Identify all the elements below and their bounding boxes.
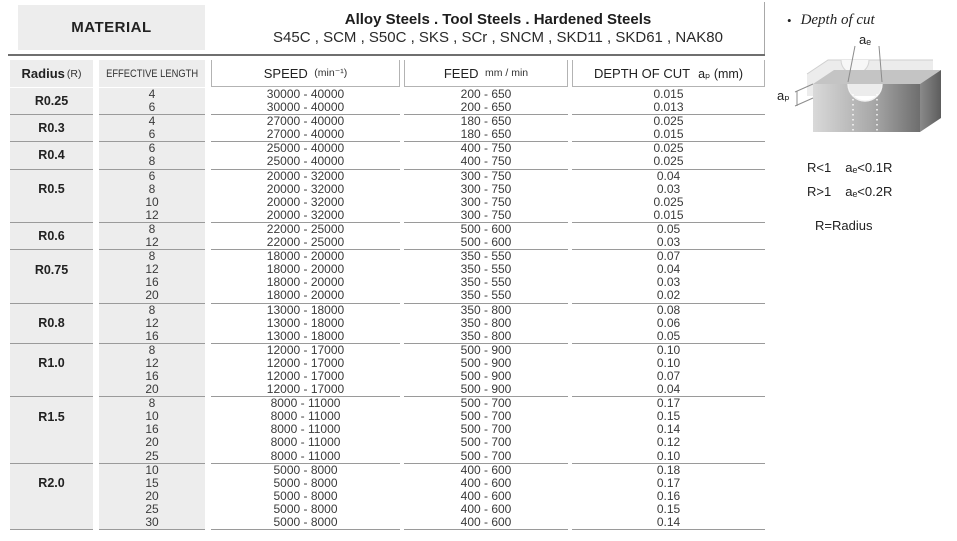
depth-value: 0.02 bbox=[656, 288, 681, 303]
radius-header-label: Radius bbox=[21, 66, 65, 81]
column-header-speed bbox=[211, 60, 400, 87]
depth-header-unit: aₚ (mm) bbox=[698, 66, 743, 81]
feed-value: 350 - 800 bbox=[460, 302, 512, 317]
radius-label: R1.5 bbox=[38, 409, 65, 424]
depth-value: 0.025 bbox=[653, 114, 684, 129]
length-value: 8 bbox=[148, 342, 156, 357]
depth-cell bbox=[572, 142, 765, 169]
table-group bbox=[10, 464, 765, 530]
length-value: 10 bbox=[145, 194, 159, 209]
speed-value: 8000 - 11000 bbox=[270, 422, 341, 437]
depth-value: 0.12 bbox=[656, 435, 681, 450]
speed-header-unit: (min⁻¹) bbox=[314, 67, 348, 79]
feed-value: 400 - 600 bbox=[460, 462, 512, 477]
feed-cell bbox=[404, 464, 568, 530]
length-value: 16 bbox=[145, 275, 159, 290]
depth-value: 0.07 bbox=[656, 249, 681, 264]
length-value: 12 bbox=[145, 315, 159, 330]
length-value: 16 bbox=[145, 368, 159, 383]
note-rule: aₑ<0.1R bbox=[845, 160, 893, 175]
radius-cell bbox=[10, 250, 93, 303]
radius-cell bbox=[10, 397, 93, 463]
feed-value: 200 - 650 bbox=[460, 87, 512, 101]
radius-label: R1.0 bbox=[38, 356, 65, 371]
note-line-r-less-1 bbox=[807, 160, 892, 175]
effective-length-cell bbox=[99, 88, 205, 115]
depth-cell bbox=[572, 344, 765, 397]
feed-value: 500 - 600 bbox=[460, 221, 512, 236]
feed-value: 500 - 700 bbox=[460, 435, 512, 450]
note-condition: R<1 bbox=[807, 160, 832, 175]
depth-value: 0.015 bbox=[653, 127, 684, 142]
effective-length-cell bbox=[99, 464, 205, 530]
speed-value: 13000 - 18000 bbox=[266, 302, 345, 317]
table-group bbox=[10, 88, 765, 115]
feed-value: 180 - 650 bbox=[460, 127, 512, 142]
feed-value: 500 - 700 bbox=[460, 396, 512, 411]
speed-value: 27000 - 40000 bbox=[266, 127, 345, 142]
feed-cell bbox=[404, 397, 568, 463]
feed-value: 400 - 600 bbox=[460, 501, 512, 516]
effective-length-cell bbox=[99, 115, 205, 142]
effective-length-cell bbox=[99, 304, 205, 344]
speed-value: 18000 - 20000 bbox=[266, 262, 345, 277]
depth-cell bbox=[572, 223, 765, 250]
length-value: 30 bbox=[145, 515, 159, 529]
speed-value: 12000 - 17000 bbox=[266, 368, 345, 383]
material-grades-list: S45C , SCM , S50C , SKS , SCr , SNCM , SKD11 , SKD61 , NAK80 bbox=[273, 28, 723, 46]
feed-value: 350 - 550 bbox=[460, 275, 512, 290]
speed-value: 30000 - 40000 bbox=[266, 87, 345, 101]
speed-value: 8000 - 11000 bbox=[270, 409, 341, 424]
length-value: 12 bbox=[145, 207, 159, 222]
speed-value: 8000 - 11000 bbox=[270, 448, 341, 463]
depth-value: 0.10 bbox=[656, 448, 681, 463]
speed-cell bbox=[211, 250, 400, 303]
radius-cell bbox=[10, 304, 93, 344]
speed-value: 27000 - 40000 bbox=[266, 114, 345, 129]
material-header bbox=[18, 5, 205, 50]
speed-cell bbox=[211, 304, 400, 344]
length-value: 8 bbox=[148, 154, 156, 169]
effective-length-cell bbox=[99, 397, 205, 463]
depth-cell bbox=[572, 115, 765, 142]
depth-cell bbox=[572, 88, 765, 115]
ae-dimension-label: aₑ bbox=[859, 32, 872, 47]
feed-value: 500 - 900 bbox=[460, 342, 512, 357]
length-value: 25 bbox=[145, 501, 159, 516]
depth-cell bbox=[572, 170, 765, 223]
speed-value: 20000 - 32000 bbox=[266, 207, 345, 222]
length-value: 15 bbox=[145, 475, 159, 490]
speed-value: 18000 - 20000 bbox=[266, 288, 345, 303]
speed-value: 18000 - 20000 bbox=[266, 275, 345, 290]
bullet-icon: • bbox=[787, 12, 792, 28]
ap-dimension-label: aₚ bbox=[777, 88, 790, 103]
depth-value: 0.015 bbox=[653, 207, 684, 222]
depth-of-cut-heading-text: Depth of cut bbox=[800, 12, 875, 28]
table-group bbox=[10, 397, 765, 463]
feed-value: 350 - 800 bbox=[460, 328, 512, 343]
speed-cell bbox=[211, 142, 400, 169]
radius-cell bbox=[10, 88, 93, 115]
depth-cell bbox=[572, 397, 765, 463]
depth-value: 0.07 bbox=[656, 368, 681, 383]
depth-of-cut-panel bbox=[775, 0, 955, 541]
length-value: 4 bbox=[148, 114, 156, 129]
length-value: 12 bbox=[145, 262, 159, 277]
speed-cell bbox=[211, 344, 400, 397]
column-header-depth-of-cut bbox=[572, 60, 765, 87]
feed-value: 400 - 600 bbox=[460, 515, 512, 529]
depth-value: 0.04 bbox=[656, 382, 681, 397]
speed-header-label: SPEED bbox=[263, 65, 308, 81]
depth-value: 0.17 bbox=[656, 396, 681, 411]
speed-value: 5000 - 8000 bbox=[273, 501, 338, 516]
depth-value: 0.03 bbox=[656, 275, 681, 290]
radius-label: R0.6 bbox=[38, 229, 65, 244]
column-header-radius bbox=[10, 60, 93, 87]
speed-value: 5000 - 8000 bbox=[273, 475, 338, 490]
note-line-r-greater-1 bbox=[807, 184, 892, 199]
speed-value: 18000 - 20000 bbox=[266, 249, 345, 264]
length-value: 8 bbox=[148, 181, 156, 196]
depth-cell bbox=[572, 464, 765, 530]
depth-value: 0.013 bbox=[653, 100, 684, 115]
feed-value: 400 - 750 bbox=[460, 154, 512, 169]
depth-value: 0.025 bbox=[653, 154, 684, 169]
material-group-title: Alloy Steels . Tool Steels . Hardened Steels bbox=[344, 10, 652, 28]
radius-header-suffix: (R) bbox=[66, 67, 82, 80]
feed-value: 500 - 900 bbox=[460, 368, 512, 383]
speed-value: 12000 - 17000 bbox=[266, 355, 345, 370]
feed-value: 400 - 600 bbox=[460, 488, 512, 503]
radius-cell bbox=[10, 142, 93, 169]
feed-value: 400 - 750 bbox=[460, 141, 512, 156]
speed-cell bbox=[211, 115, 400, 142]
depth-value: 0.025 bbox=[653, 194, 684, 209]
length-value: 20 bbox=[145, 435, 159, 450]
feed-cell bbox=[404, 223, 568, 250]
feed-cell bbox=[404, 344, 568, 397]
column-header-effective-length bbox=[99, 60, 205, 87]
feed-value: 300 - 750 bbox=[460, 181, 512, 196]
speed-value: 5000 - 8000 bbox=[273, 515, 338, 529]
note-condition: R>1 bbox=[807, 184, 832, 199]
feed-value: 350 - 550 bbox=[460, 249, 512, 264]
workpiece-illustration bbox=[783, 36, 947, 146]
speed-value: 22000 - 25000 bbox=[266, 221, 345, 236]
column-header-feed bbox=[404, 60, 568, 87]
length-value: 8 bbox=[148, 249, 156, 264]
feed-cell bbox=[404, 142, 568, 169]
length-value: 12 bbox=[145, 235, 159, 250]
depth-value: 0.03 bbox=[656, 235, 681, 250]
speed-cell bbox=[211, 397, 400, 463]
table-group bbox=[10, 344, 765, 397]
length-value: 16 bbox=[145, 328, 159, 343]
depth-value: 0.04 bbox=[656, 168, 681, 183]
feed-header-unit: mm / min bbox=[484, 67, 529, 79]
radius-label: R0.75 bbox=[34, 262, 69, 277]
speed-value: 12000 - 17000 bbox=[266, 342, 345, 357]
speed-value: 8000 - 11000 bbox=[270, 396, 341, 411]
feed-value: 180 - 650 bbox=[460, 114, 512, 129]
length-value: 6 bbox=[148, 100, 156, 115]
radius-cell bbox=[10, 115, 93, 142]
depth-value: 0.05 bbox=[656, 328, 681, 343]
feed-value: 400 - 600 bbox=[460, 475, 512, 490]
feed-value: 350 - 550 bbox=[460, 262, 512, 277]
speed-value: 20000 - 32000 bbox=[266, 181, 345, 196]
radius-cell bbox=[10, 223, 93, 250]
length-value: 10 bbox=[145, 462, 159, 477]
feed-header-label: FEED bbox=[443, 65, 479, 81]
feed-value: 500 - 600 bbox=[460, 235, 512, 250]
depth-value: 0.14 bbox=[656, 515, 681, 529]
table-group bbox=[10, 223, 765, 250]
radius-label: R0.8 bbox=[38, 316, 65, 331]
speed-value: 13000 - 18000 bbox=[266, 315, 345, 330]
table-group bbox=[10, 170, 765, 223]
speed-cell bbox=[211, 223, 400, 250]
length-value: 20 bbox=[145, 488, 159, 503]
radius-label: R0.4 bbox=[38, 148, 65, 163]
length-value: 8 bbox=[148, 221, 156, 236]
depth-cell bbox=[572, 250, 765, 303]
feed-cell bbox=[404, 88, 568, 115]
material-title-block bbox=[232, 2, 765, 54]
speed-value: 25000 - 40000 bbox=[266, 141, 345, 156]
depth-value: 0.18 bbox=[656, 462, 681, 477]
depth-value: 0.16 bbox=[656, 488, 681, 503]
length-value: 6 bbox=[148, 168, 156, 183]
depth-value: 0.025 bbox=[653, 141, 684, 156]
depth-value: 0.015 bbox=[653, 87, 684, 101]
depth-cell bbox=[572, 304, 765, 344]
radius-label: R0.3 bbox=[38, 121, 65, 136]
depth-value: 0.06 bbox=[656, 315, 681, 330]
effective-length-cell bbox=[99, 223, 205, 250]
feed-cell bbox=[404, 250, 568, 303]
radius-label: R2.0 bbox=[38, 476, 65, 491]
effective-length-cell bbox=[99, 170, 205, 223]
depth-value: 0.15 bbox=[656, 409, 681, 424]
radius-definition-note: R=Radius bbox=[815, 218, 873, 233]
depth-value: 0.04 bbox=[656, 262, 681, 277]
depth-value: 0.10 bbox=[656, 355, 681, 370]
note-rule: aₑ<0.2R bbox=[845, 184, 893, 199]
speed-cell bbox=[211, 170, 400, 223]
speed-value: 8000 - 11000 bbox=[270, 435, 341, 450]
length-value: 8 bbox=[148, 302, 156, 317]
length-value: 10 bbox=[145, 409, 159, 424]
effective-length-cell bbox=[99, 142, 205, 169]
depth-of-cut-notes bbox=[807, 160, 892, 199]
speed-value: 30000 - 40000 bbox=[266, 100, 345, 115]
radius-label: R0.5 bbox=[38, 182, 65, 197]
speed-value: 20000 - 32000 bbox=[266, 194, 345, 209]
length-value: 12 bbox=[145, 355, 159, 370]
depth-header-label: DEPTH OF CUT bbox=[594, 65, 691, 81]
effective-length-header-label: EFFECTIVE LENGTH bbox=[106, 67, 198, 80]
table-group bbox=[10, 115, 765, 142]
speed-cell bbox=[211, 464, 400, 530]
column-header-row bbox=[10, 60, 765, 87]
speed-value: 22000 - 25000 bbox=[266, 235, 345, 250]
speed-value: 25000 - 40000 bbox=[266, 154, 345, 169]
radius-cell bbox=[10, 464, 93, 530]
length-value: 4 bbox=[148, 87, 156, 101]
table-group bbox=[10, 142, 765, 169]
feed-cell bbox=[404, 304, 568, 344]
length-value: 25 bbox=[145, 448, 159, 463]
radius-cell bbox=[10, 170, 93, 223]
table-group bbox=[10, 304, 765, 344]
table-body bbox=[10, 88, 765, 530]
speed-value: 5000 - 8000 bbox=[273, 462, 338, 477]
speed-value: 5000 - 8000 bbox=[273, 488, 338, 503]
feed-value: 500 - 900 bbox=[460, 382, 512, 397]
depth-value: 0.08 bbox=[656, 302, 681, 317]
feed-cell bbox=[404, 115, 568, 142]
depth-value: 0.03 bbox=[656, 181, 681, 196]
feed-value: 500 - 900 bbox=[460, 355, 512, 370]
speed-value: 13000 - 18000 bbox=[266, 328, 345, 343]
length-value: 8 bbox=[148, 396, 156, 411]
length-value: 16 bbox=[145, 422, 159, 437]
length-value: 20 bbox=[145, 382, 159, 397]
feed-cell bbox=[404, 170, 568, 223]
length-value: 6 bbox=[148, 141, 156, 156]
radius-cell bbox=[10, 344, 93, 397]
depth-of-cut-diagram bbox=[777, 32, 947, 146]
feed-value: 500 - 700 bbox=[460, 448, 512, 463]
depth-value: 0.14 bbox=[656, 422, 681, 437]
speed-cell bbox=[211, 88, 400, 115]
depth-value: 0.05 bbox=[656, 221, 681, 236]
speed-value: 12000 - 17000 bbox=[266, 382, 345, 397]
feed-value: 500 - 700 bbox=[460, 422, 512, 437]
radius-label: R0.25 bbox=[34, 94, 69, 109]
depth-value: 0.15 bbox=[656, 501, 681, 516]
feed-value: 500 - 700 bbox=[460, 409, 512, 424]
feed-value: 350 - 800 bbox=[460, 315, 512, 330]
depth-value: 0.10 bbox=[656, 342, 681, 357]
depth-value: 0.17 bbox=[656, 475, 681, 490]
feed-value: 300 - 750 bbox=[460, 168, 512, 183]
depth-of-cut-heading bbox=[787, 12, 875, 29]
effective-length-cell bbox=[99, 250, 205, 303]
speed-value: 20000 - 32000 bbox=[266, 168, 345, 183]
material-label: MATERIAL bbox=[71, 19, 152, 36]
table-group bbox=[10, 250, 765, 303]
feed-value: 200 - 650 bbox=[460, 100, 512, 115]
header-divider-line bbox=[8, 54, 765, 56]
feed-value: 300 - 750 bbox=[460, 194, 512, 209]
feed-value: 300 - 750 bbox=[460, 207, 512, 222]
feed-value: 350 - 550 bbox=[460, 288, 512, 303]
length-value: 6 bbox=[148, 127, 156, 142]
effective-length-cell bbox=[99, 344, 205, 397]
length-value: 20 bbox=[145, 288, 159, 303]
